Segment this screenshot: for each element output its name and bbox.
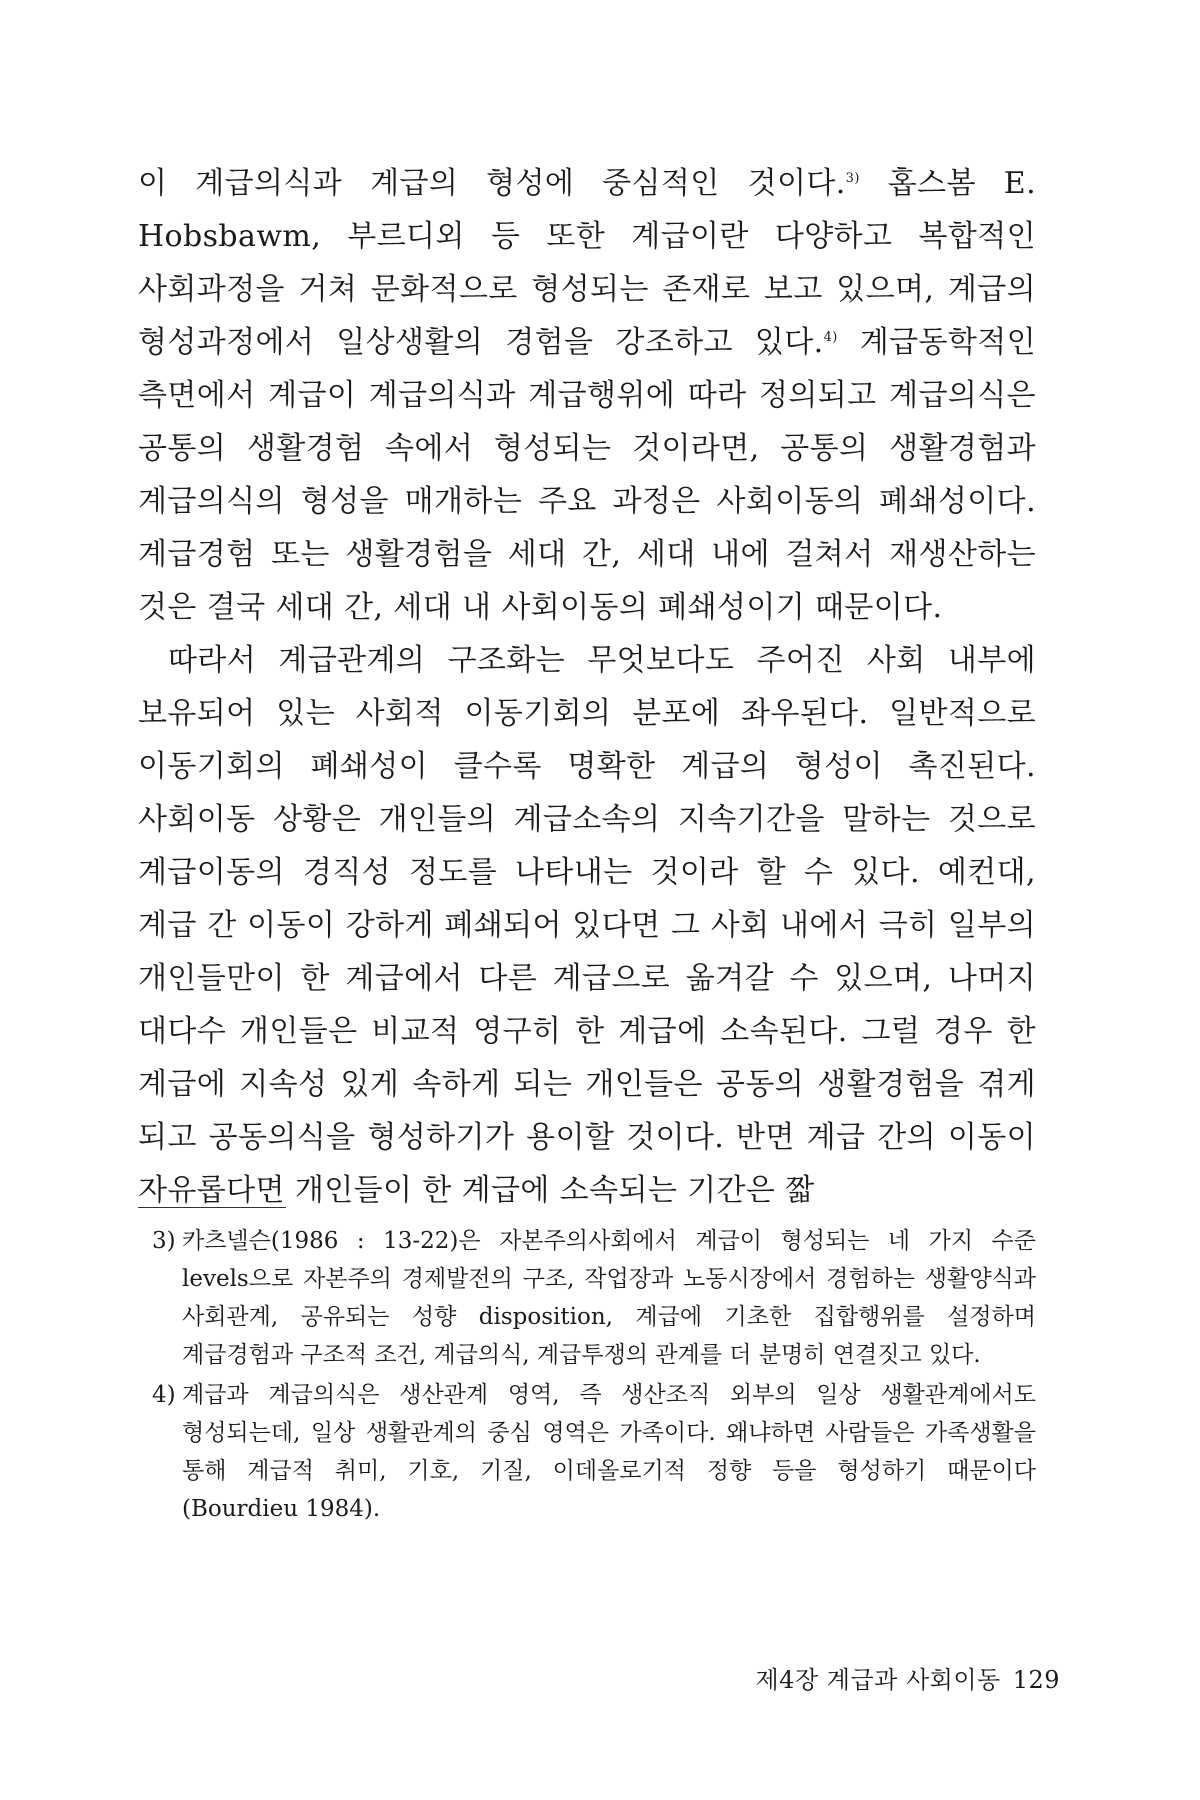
footnote-text: 계급과 계급의식은 생산관계 영역, 즉 생산조직 외부의 일상 생활관계에서도 형성되는데, 일상 생활관계의 중심 영역은 가족이다. 왜냐하면 사람들은 가족생활을 통해 계급적 취미, 기호, 기질, 이데올로기적 정향 등을 형성하기 때문이다 (Bourdieu 1984). <box>182 1382 1036 1522</box>
text-span: 홉스봄 E. Hobsbawm, 부르디외 등 또한 계급이란 다양하고 복합적인 사회과정을 거쳐 문화적으로 형성되는 존재로 보고 있으며, 계급의 형성과정에서 일상생활의 경험을 강조하고 있다. <box>138 166 1037 360</box>
text-span: 계급동학적인 측면에서 계급이 계급의식과 계급행위에 따라 정의되고 계급의식은 공통의 생활경험 속에서 형성되는 것이라면, 공통의 생활경험과 계급의식의 형성을 매개하는 주요 과정은 사회이동의 폐쇄성이다. 계급경험 또는 생활경험을 세대 간, 세대 내에 걸쳐서 재생산하는 것은 결국 세대 간, 세대 내 사회이동의 폐쇄성이기 때문이다. <box>138 325 1037 625</box>
footnote-number: 3) <box>152 1228 176 1254</box>
main-text <box>138 157 1036 1217</box>
footnotes <box>138 1222 1036 1530</box>
footnote-marker: 4) <box>823 330 838 345</box>
footnote-divider <box>138 1207 286 1208</box>
paragraph <box>138 157 1036 634</box>
running-head: 제4장 계급과 사회이동 <box>755 1666 1001 1694</box>
page-number: 129 <box>1012 1666 1060 1694</box>
text-span: 이 계급의식과 계급의 형성에 중심적인 것이다. <box>138 166 846 201</box>
paragraph: 따라서 계급관계의 구조화는 무엇보다도 주어진 사회 내부에 보유되어 있는 사회적 이동기회의 분포에 좌우된다. 일반적으로 이동기회의 폐쇄성이 클수록 명확한 계급의 형성이 촉진된다. 사회이동 상황은 개인들의 계급소속의 지속기간을 말하는 것으로 계급이동의 경직성 정도를 나타내는 것이라 할 수 있다. 예컨대, 계급 간 이동이 강하게 폐쇄되어 있다면 그 사회 내에서 극히 일부의 개인들만이 한 계급에서 다른 계급으로 옮겨갈 수 있으며, 나머지 대다수 개인들은 비교적 영구히 한 계급에 소속된다. 그럴 경우 한 계급에 지속성 있게 속하게 되는 개인들은 공동의 생활경험을 겪게 되고 공동의식을 형성하기가 용이할 것이다. 반면 계급 간의 이동이 자유롭다면 개인들이 한 계급에 소속되는 기간은 짧 <box>138 643 1036 1208</box>
footnote <box>138 1376 1036 1528</box>
footnote-number: 4) <box>152 1382 176 1408</box>
footnote-text: 카츠넬슨(1986 : 13-22)은 자본주의사회에서 계급이 형성되는 네 가지 수준 levels으로 자본주의 경제발전의 구조, 작업장과 노동시장에서 경험하는 생활양식과 사회관계, 공유되는 성향 disposition, 계급에 기초한 집합행위를 설정하며 계급경험과 구조적 조건, 계급의식, 계급투쟁의 관계를 더 분명히 연결짓고 있다. <box>182 1228 1036 1368</box>
footnote-marker: 3) <box>845 171 860 186</box>
footnote <box>138 1222 1036 1374</box>
page-footer <box>756 1660 1061 1695</box>
